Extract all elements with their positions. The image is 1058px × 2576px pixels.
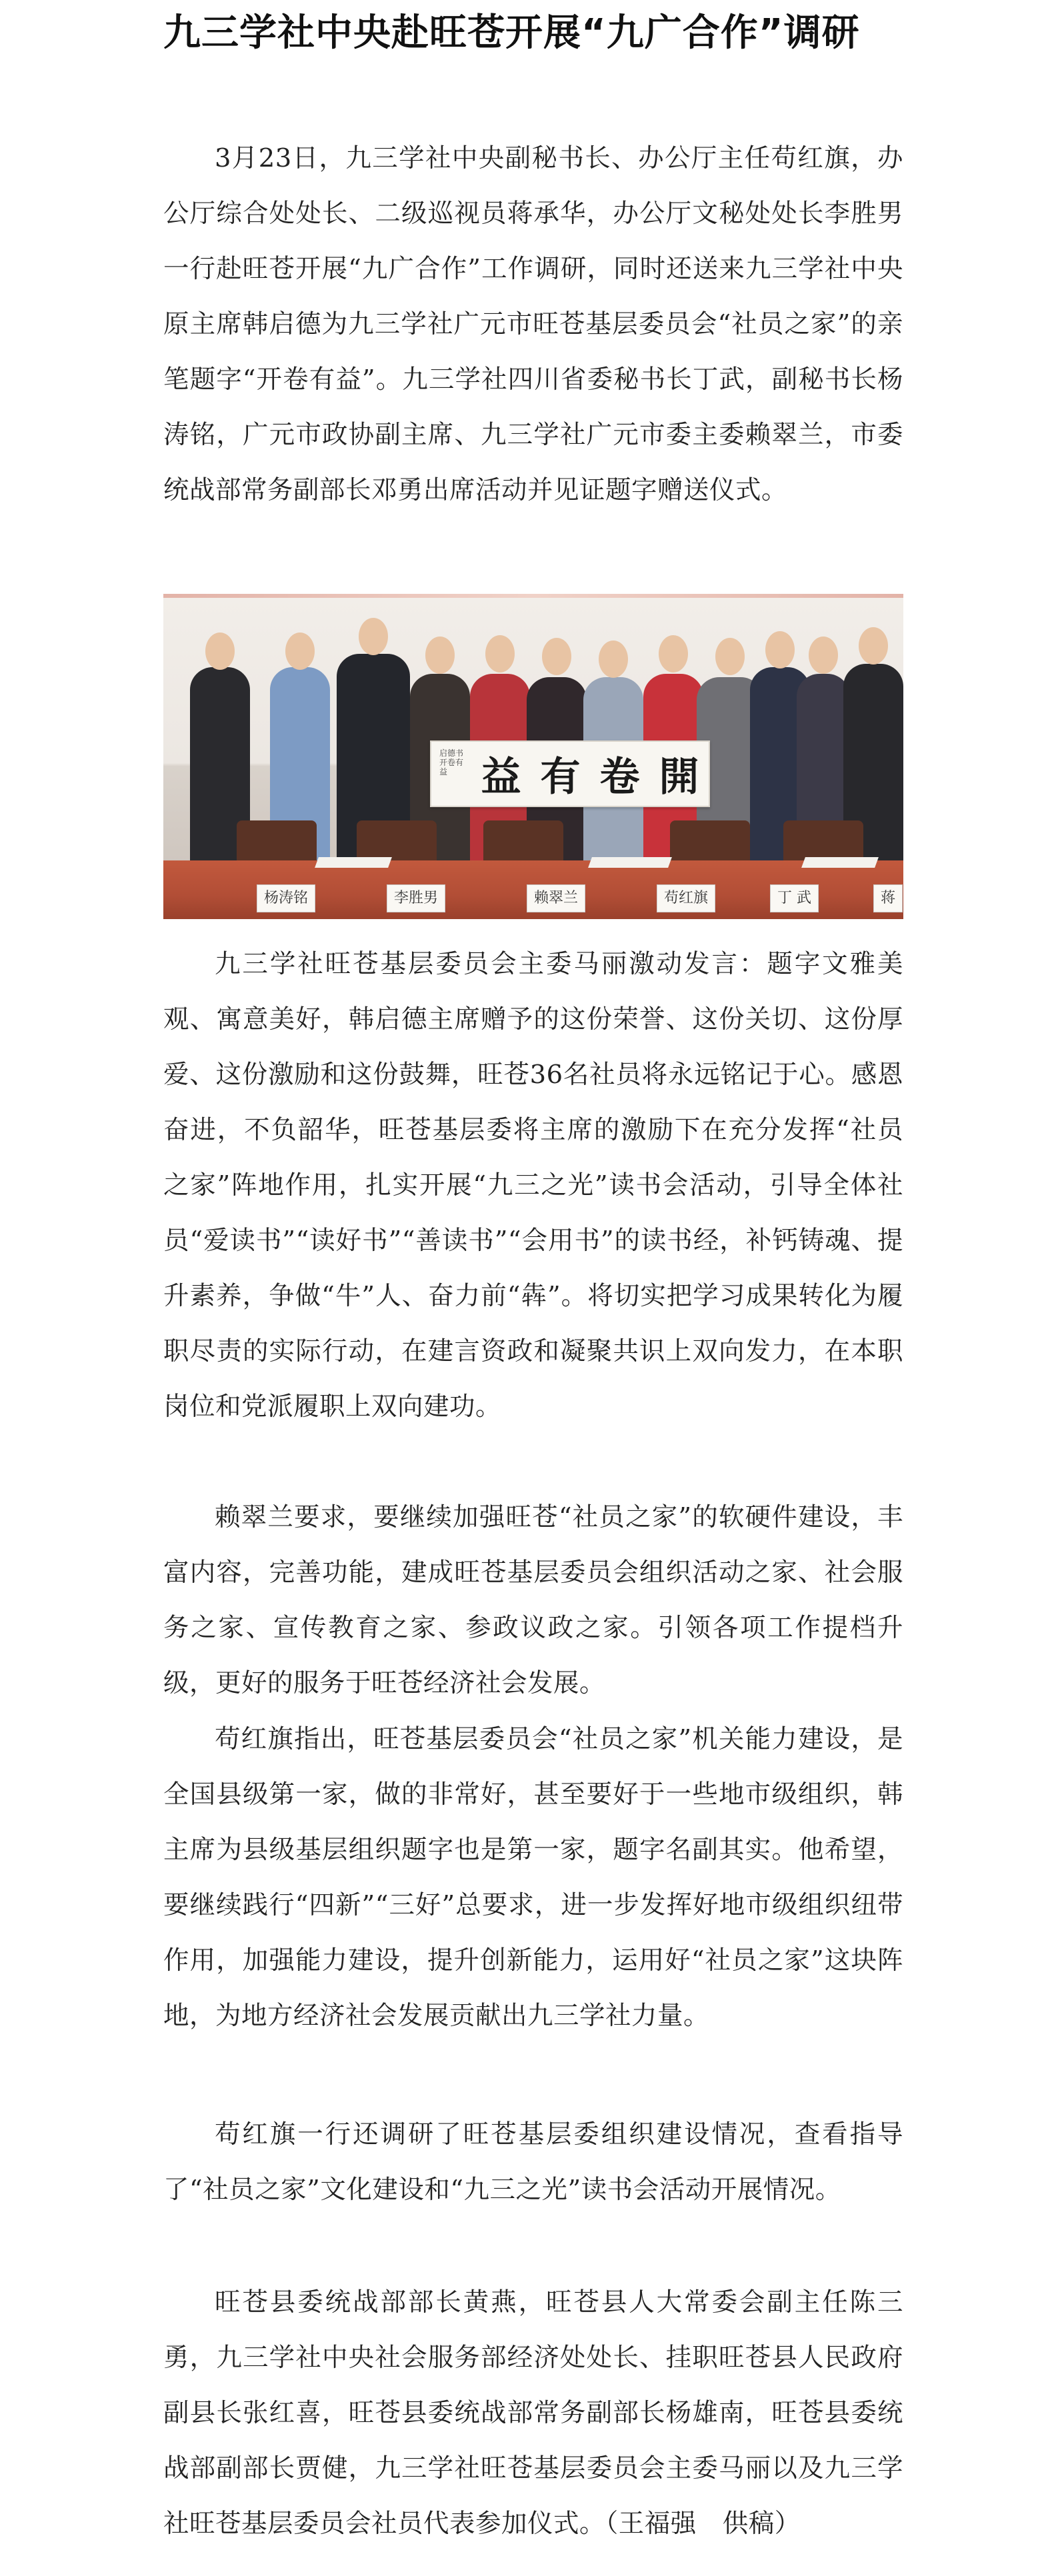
photo-wall-trim — [163, 594, 903, 598]
scroll-character: 有 — [540, 754, 581, 800]
nameplate: 李胜男 — [387, 884, 445, 912]
person-head — [765, 631, 795, 668]
scroll-character: 開 — [659, 754, 699, 800]
paragraph-attendees: 旺苍县委统战部部长黄燕，旺苍县人大常委会副主任陈三勇，九三学社中央社会服务部经济处处长、挂职旺苍县人民政府副县长张红喜，旺苍县委统战部常务副部长杨雄南，旺苍县委统战部副部长贾健，九三学社旺苍基层委员会主委马丽以及九三学社旺苍基层委员会社员代表参加仪式。（王福强 供稿） — [163, 2287, 903, 2539]
person-head — [205, 633, 235, 670]
person-head — [285, 633, 315, 670]
person-head — [542, 638, 571, 675]
paragraph-intro: 3月23日，九三学社中央副秘书长、办公厅主任苟红旗，办公厅综合处处长、二级巡视员蒋承华，办公厅文秘处处长李胜男一行赴旺苍开展“九广合作”工作调研，同时还送来九三学社中央原主席韩启德为九三学社广元市旺苍基层委员会“社员之家”的亲笔题字“开卷有益”。九三学社四川省委秘书长丁武，副秘书长杨涛铭，广元市政协副主席、九三学社广元市委主委赖翠兰，市委统战部常务副部长邓勇出席活动并见证题字赠送仪式。 — [163, 143, 903, 505]
person-head — [715, 638, 745, 675]
paragraph-speech: 九三学社旺苍基层委员会主委马丽激动发言：题字文雅美观、寓意美好，韩启德主席赠予的这份荣誉、这份关切、这份厚爱、这份激励和这份鼓舞，旺苍36名社员将永远铭记于心。感恩奋进，不负韶华，旺苍基层委将主席的激励下在充分发挥“社员之家”阵地作用，扎实开展“九三之光”读书会活动，引导全体社员“爱读书”“读好书”“善读书”“会用书”的读书经，补钙铸魂、提升素养，争做“牛”人、奋力前“犇”。将切实把学习成果转化为履职尽责的实际行动，在建言资政和凝聚共识上双向发力，在本职岗位和党派履职上双向建功。 — [163, 949, 903, 1422]
nameplate: 蒋 — [873, 884, 903, 912]
person-head — [599, 641, 628, 678]
article-title: 九三学社中央赴旺苍开展“九广合作”调研 — [163, 11, 860, 55]
nameplate: 丁 武 — [770, 884, 819, 912]
table-papers — [588, 857, 672, 868]
scroll-inscription: 启德书 开卷有益 — [439, 748, 464, 776]
person-head — [809, 637, 838, 674]
paragraph-requirement: 赖翠兰要求，要继续加强旺苍“社员之家”的软硬件建设，丰富内容，完善功能，建成旺苍基层委员会组织活动之家、社会服务之家、宣传教育之家、参政议政之家。引领各项工作提档升级，更好的服务于旺苍经济社会发展。 — [163, 1502, 903, 1698]
nameplate: 赖翠兰 — [527, 884, 585, 912]
paragraph-remarks: 苟红旗指出，旺苍基层委员会“社员之家”机关能力建设，是全国县级第一家，做的非常好，甚至要好于一些地市级组织，韩主席为县级基层组织题字也是第一家，题字名副其实。他希望，要继续践行“四新”“三好”总要求，进一步发挥好地市级组织纽带作用，加强能力建设，提升创新能力，运用好“社员之家”这块阵地，为地方经济社会发展贡献出九三学社力量。 — [163, 1724, 903, 2031]
table-papers — [315, 857, 392, 868]
paragraph-inspection: 苟红旗一行还调研了旺苍基层委组织建设情况，查看指导了“社员之家”文化建设和“九三之光”读书会活动开展情况。 — [163, 2119, 903, 2205]
ceremony-photo — [163, 594, 903, 919]
person-head — [425, 637, 455, 674]
scroll-character: 卷 — [599, 754, 640, 800]
person-head — [359, 618, 388, 655]
nameplate: 杨涛铭 — [257, 884, 315, 912]
scroll-character: 益 — [481, 754, 521, 800]
person-head — [859, 627, 888, 664]
person-head — [485, 635, 515, 672]
calligraphy-scroll — [430, 740, 710, 807]
table-papers — [801, 857, 879, 868]
nameplate: 苟红旗 — [657, 884, 715, 912]
person-head — [659, 635, 688, 672]
